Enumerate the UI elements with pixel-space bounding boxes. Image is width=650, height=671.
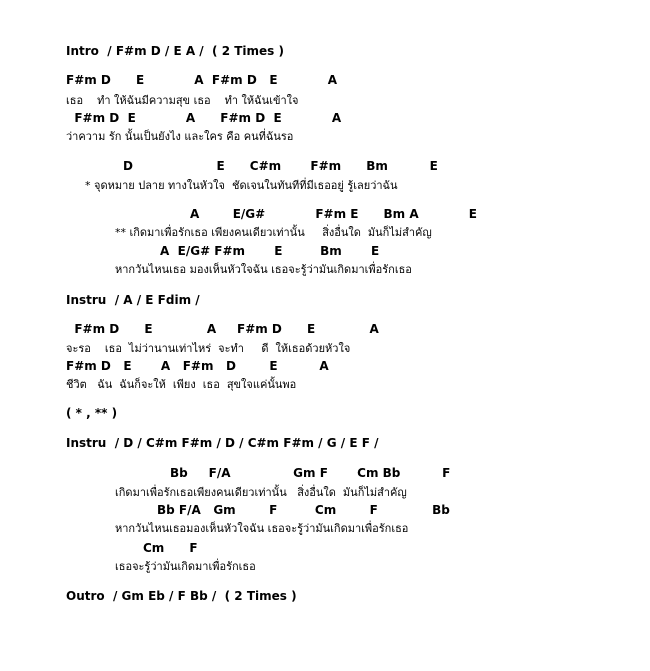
intro-header: Intro / F#m D / E A / ( 2 Times ) bbox=[66, 44, 284, 58]
verse2-lyric-line-2: ชีวิต ฉัน ฉันก็จะให้ เพียง เธอ สุขใจแค่นั้นพอ bbox=[66, 378, 297, 391]
chorus2-chord-line-2: Bb F/A Gm F Cm F Bb bbox=[157, 503, 450, 517]
repeat-marker: ( * , ** ) bbox=[66, 406, 118, 420]
chorus1-chord-line-1: A E/G# F#m E Bm A E bbox=[190, 207, 477, 221]
chorus2-lyric-line-3: เธอจะรู้ว่ามันเกิดมาเพื่อรักเธอ bbox=[115, 560, 256, 573]
chorus1-lyric-line-2: หากวันไหนเธอ มองเห็นหัวใจฉัน เธอจะรู้ว่ามันเกิดมาเพื่อรักเธอ bbox=[115, 263, 412, 276]
verse2-chord-line-2: F#m D E A F#m D E A bbox=[66, 359, 329, 373]
chorus2-chord-line-1: Bb F/A Gm F Cm Bb F bbox=[170, 466, 451, 480]
instru1-header: Instru / A / E Fdim / bbox=[66, 293, 200, 307]
verse1-lyric-line-1: เธอ ทำ ให้ฉันมีความสุข เธอ ทำ ให้ฉันเข้าใจ bbox=[66, 94, 299, 107]
chorus1-lyric-line-1: ** เกิดมาเพื่อรักเธอ เพียงคนเดียวเท่านั้น สิ่งอื่นใด มันก็ไม่สำคัญ bbox=[115, 226, 432, 239]
verse2-lyric-line-1: จะรอ เธอ ไม่ว่านานเท่าไหร่ จะทำ ดี ให้เธอด้วยหัวใจ bbox=[66, 342, 351, 355]
prechorus-chord-line: D E C#m F#m Bm E bbox=[123, 159, 438, 173]
instru2-header: Instru / D / C#m F#m / D / C#m F#m / G / E F / bbox=[66, 436, 379, 450]
verse1-chord-line-2: F#m D E A F#m D E A bbox=[66, 111, 342, 125]
chorus1-chord-line-2: A E/G# F#m E Bm E bbox=[160, 244, 380, 258]
prechorus-lyric-line: * จุดหมาย ปลาย ทางในหัวใจ ชัดเจนในทันทีที่มีเธออยู่ รู้เลยว่าฉัน bbox=[85, 179, 398, 192]
outro-header: Outro / Gm Eb / F Bb / ( 2 Times ) bbox=[66, 589, 297, 603]
chorus2-chord-line-3: Cm F bbox=[143, 541, 198, 555]
chorus2-lyric-line-2: หากวันไหนเธอมองเห็นหัวใจฉัน เธอจะรู้ว่ามันเกิดมาเพื่อรักเธอ bbox=[115, 522, 409, 535]
chorus2-lyric-line-1: เกิดมาเพื่อรักเธอเพียงคนเดียวเท่านั้น สิ่งอื่นใด มันก็ไม่สำคัญ bbox=[115, 486, 407, 499]
verse2-chord-line-1: F#m D E A F#m D E A bbox=[66, 322, 379, 336]
verse1-chord-line-1: F#m D E A F#m D E A bbox=[66, 73, 337, 87]
verse1-lyric-line-2: ว่าความ รัก นั้นเป็นยังไง และใคร คือ คนที่ฉันรอ bbox=[66, 130, 294, 143]
